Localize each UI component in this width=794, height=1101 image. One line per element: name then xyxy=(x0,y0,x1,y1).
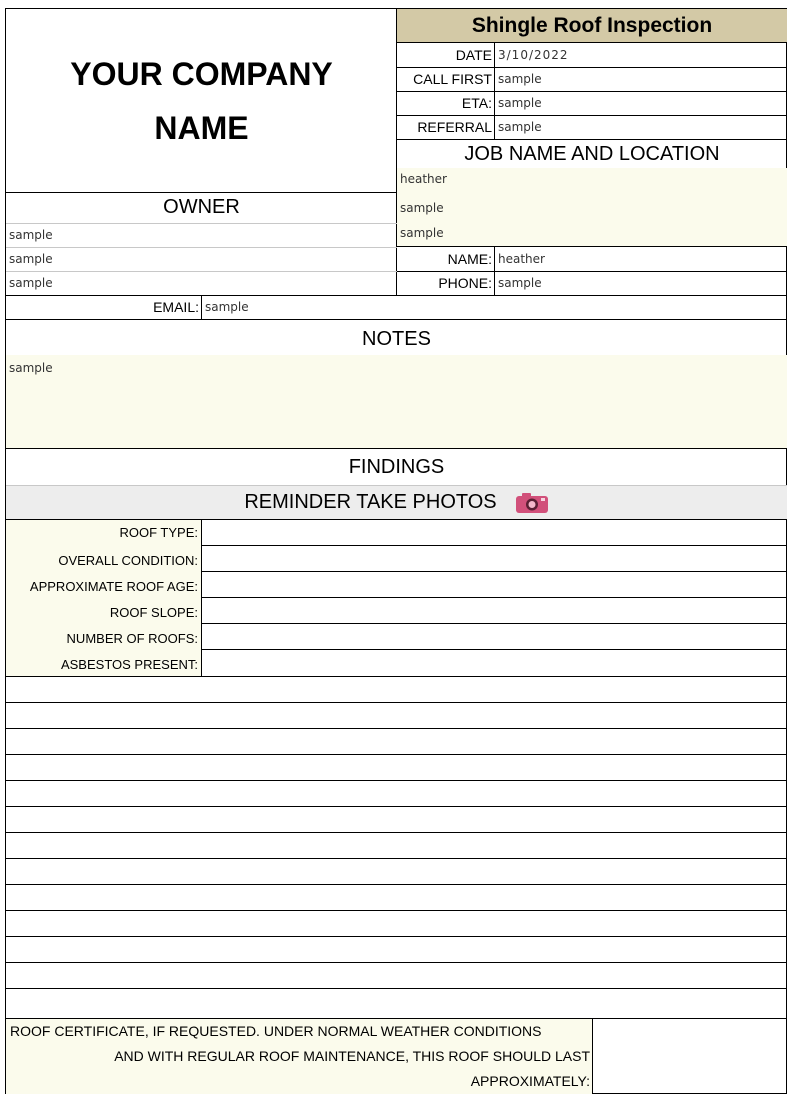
asbestos-label: ASBESTOS PRESENT: xyxy=(60,657,198,672)
owner-line-2[interactable]: sample xyxy=(9,252,53,266)
inspection-form xyxy=(5,8,787,1094)
number-of-roofs-label: NUMBER OF ROOFS: xyxy=(66,631,198,646)
certificate-line-1: ROOF CERTIFICATE, IF REQUESTED. UNDER NORMAL WEATHER CONDITIONS xyxy=(10,1023,542,1039)
roof-slope-field[interactable] xyxy=(205,598,775,623)
phone-field[interactable]: sample xyxy=(498,276,542,290)
findings-heading: FINDINGS xyxy=(348,456,445,478)
company-name xyxy=(6,9,397,192)
call-first-field[interactable]: sample xyxy=(498,72,542,86)
call-first-label: CALL FIRST xyxy=(413,71,492,87)
referral-field[interactable]: sample xyxy=(498,120,542,134)
notes-area[interactable] xyxy=(6,355,787,448)
job-line-1: heather xyxy=(400,172,447,186)
reminder-bar xyxy=(6,485,787,519)
number-of-roofs-field[interactable] xyxy=(205,624,775,649)
roof-certificate-text xyxy=(6,1019,592,1094)
email-field[interactable]: sample xyxy=(205,300,249,314)
job-heading: JOB NAME AND LOCATION xyxy=(464,143,720,165)
roof-slope-label: ROOF SLOPE: xyxy=(109,605,198,620)
date-label: DATE xyxy=(455,47,492,63)
roof-age-field[interactable] xyxy=(205,572,775,597)
job-line-2: sample xyxy=(400,201,444,215)
job-line-3: sample xyxy=(400,226,444,240)
name-label: NAME: xyxy=(447,251,492,267)
owner-line-1[interactable]: sample xyxy=(9,228,53,242)
owner-heading: OWNER xyxy=(163,196,240,218)
certificate-line-3: APPROXIMATELY: xyxy=(470,1073,590,1089)
eta-field[interactable]: sample xyxy=(498,96,542,110)
overall-condition-label: OVERALL CONDITION: xyxy=(58,553,198,568)
date-field[interactable]: 3/10/2022 xyxy=(498,48,569,62)
phone-label: PHONE: xyxy=(438,275,492,291)
owner-line-3[interactable]: sample xyxy=(9,276,53,290)
roof-life-field[interactable] xyxy=(596,1019,784,1094)
notes-text: sample xyxy=(9,361,53,375)
reminder-text: REMINDER TAKE PHOTOS xyxy=(244,491,497,513)
asbestos-field[interactable] xyxy=(205,650,775,675)
notes-heading: NOTES xyxy=(362,328,431,350)
overall-condition-field[interactable] xyxy=(205,546,775,571)
eta-label: ETA: xyxy=(461,95,492,111)
roof-type-field[interactable] xyxy=(205,520,775,545)
certificate-line-2: AND WITH REGULAR ROOF MAINTENANCE, THIS ROOF SHOULD LAST xyxy=(114,1048,590,1064)
referral-label: REFERRAL xyxy=(417,119,492,135)
roof-type-label: ROOF TYPE: xyxy=(119,525,198,540)
camera-icon xyxy=(515,492,549,514)
name-field[interactable]: heather xyxy=(498,252,545,266)
company-name-line2: NAME xyxy=(154,109,249,146)
company-name-line1: YOUR COMPANY xyxy=(70,55,333,92)
email-label: EMAIL: xyxy=(153,299,199,315)
roof-age-label: APPROXIMATE ROOF AGE: xyxy=(29,579,198,594)
form-title: Shingle Roof Inspection xyxy=(397,9,787,43)
job-location-area[interactable] xyxy=(397,168,787,246)
